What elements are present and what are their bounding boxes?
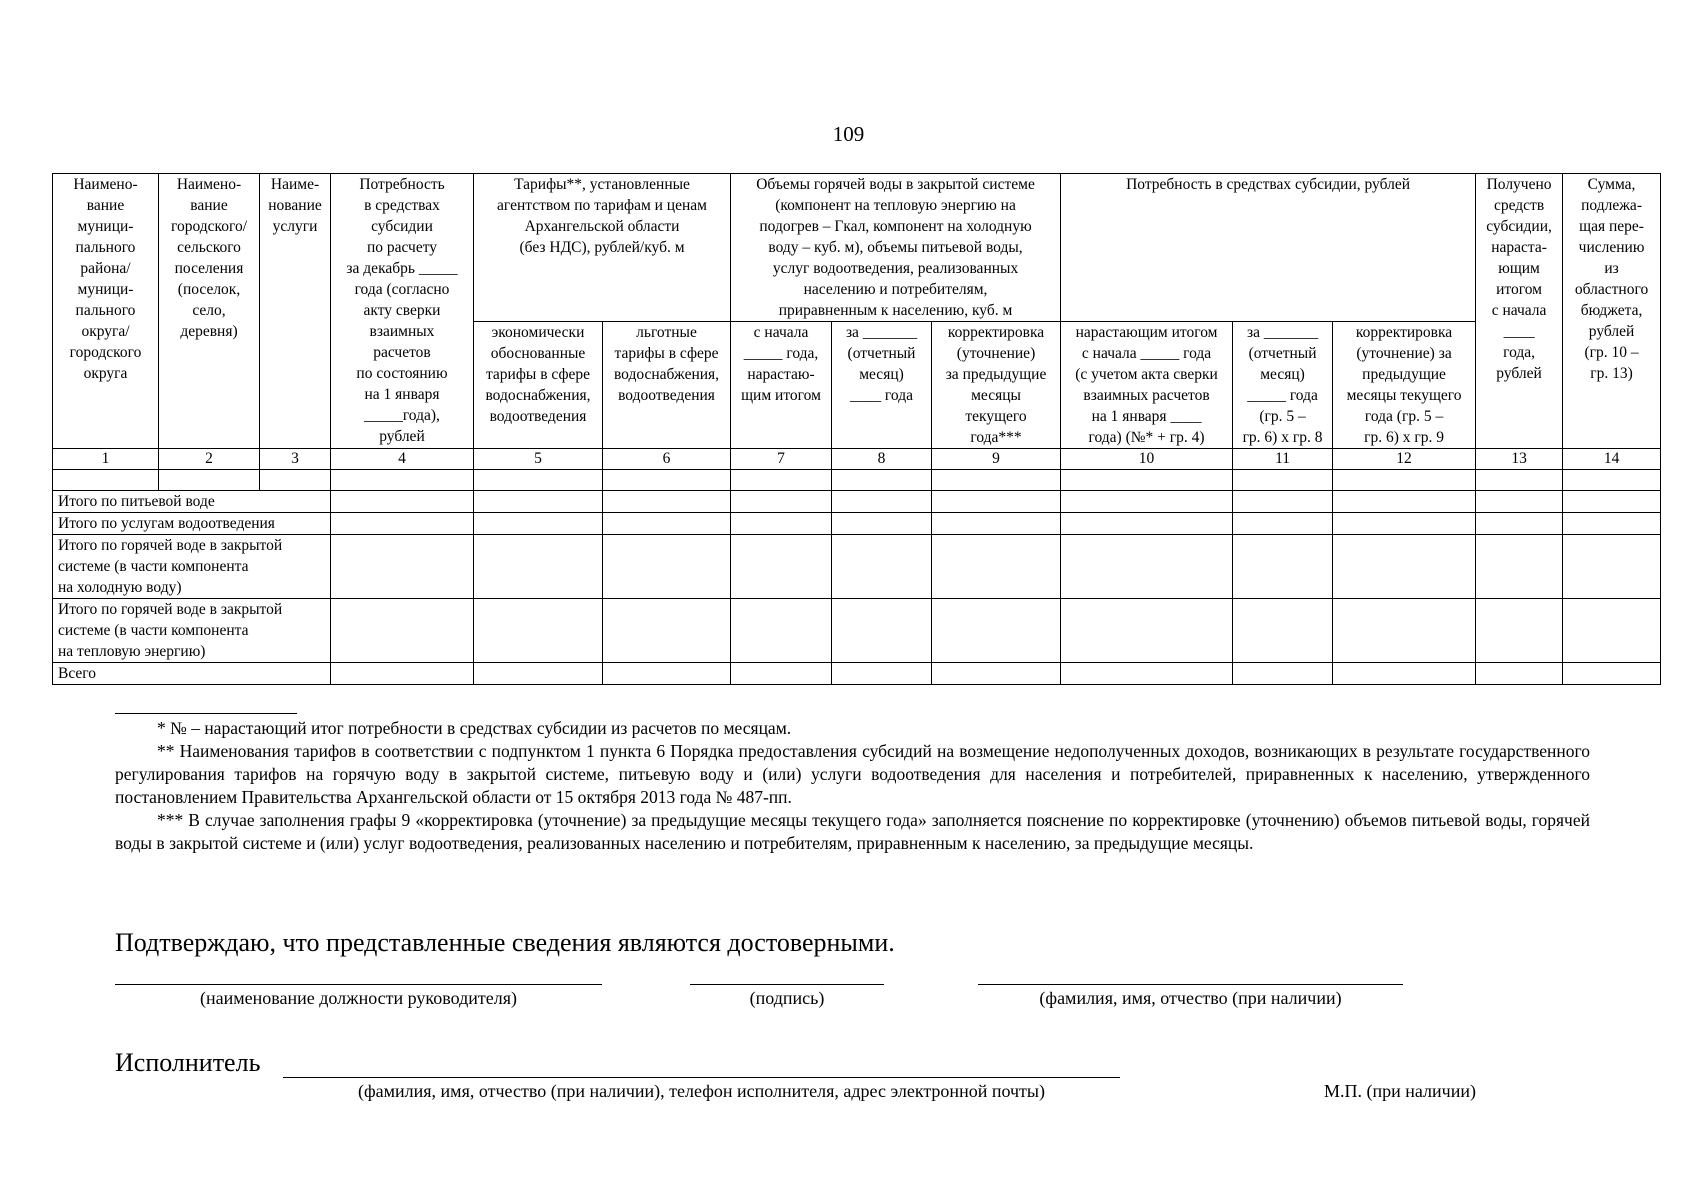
name-caption: (фамилия, имя, отчество (при наличии) [1039, 988, 1342, 1008]
column-number: 7 [731, 449, 832, 470]
column-number: 1 [53, 449, 159, 470]
position-caption: (наименование должности руководителя) [199, 988, 518, 1008]
executor-line [283, 1077, 1120, 1078]
signature-caption: (подпись) [749, 988, 825, 1008]
signature-line [690, 984, 884, 985]
header-volume-cumulative: с начала _____ года, нарастаю- щим итогом [731, 322, 832, 449]
data-cell [1563, 470, 1661, 491]
header-municipality: Наимено- вание муници- пального района/ муници- пального округа/ городского округа [53, 174, 159, 449]
column-number: 5 [474, 449, 603, 470]
footnote-2: ** Наименования тарифов в соответствии с подпунктом 1 пункта 6 Порядка предоставления субсидий на возмещение недополученных доходов, возникающих в результате государственного регулирования тарифов на горячую воду в закрытой системе, питьевую воду и (или) услуги водоотведения для населения и потребителей, приравненных к населению, утвержденного постановлением Правительства Архангельской области от 15 октября 2013 года № 487-пп. [115, 741, 1590, 807]
total-row [53, 663, 1661, 685]
header-subsidy-cumulative: нарастающим итогом с начала _____ года (с учетом акта сверки взаимных расчетов на 1 января ____ года) (№* + гр. 4) [1061, 322, 1233, 449]
data-cell [1476, 470, 1563, 491]
total-row [53, 535, 1661, 599]
page-number: 109 [832, 122, 865, 146]
total-row [53, 491, 1661, 513]
confirmation-statement: Подтверждаю, что представленные сведения являются достоверными. [115, 928, 895, 957]
column-number: 9 [932, 449, 1061, 470]
data-cell [731, 470, 832, 491]
header-preferential-tariffs: льготные тарифы в сфере водоснабжения, водоотведения [603, 322, 731, 449]
name-signature-line [978, 984, 1403, 985]
total-row [53, 513, 1661, 535]
data-cell [53, 470, 159, 491]
header-december-need: Потребность в средствах субсидии по расчету за декабрь _____ года (согласно акту сверки взаимных расчетов по состоянию на 1 января _____года), рублей [331, 174, 474, 449]
column-number: 2 [159, 449, 260, 470]
header-service: Наиме- нование услуги [260, 174, 331, 449]
total-hot-water-cold-label: Итого по горячей воде в закрытой системе (в части компонента на холодную воду) [53, 535, 331, 599]
column-number: 12 [1333, 449, 1476, 470]
data-cell [832, 470, 932, 491]
data-cell [331, 470, 474, 491]
data-cell [1061, 470, 1233, 491]
header-subsidy-correction: корректировка (уточнение) за предыдущие месяцы текущего года (гр. 5 – гр. 6) х гр. 9 [1333, 322, 1476, 449]
total-row [53, 599, 1661, 663]
header-row-groups [53, 174, 1661, 322]
header-amount-to-transfer: Сумма, подлежа- щая пере- числению из областного бюджета, рублей (гр. 10 – гр. 13) [1563, 174, 1661, 449]
column-number: 13 [1476, 449, 1563, 470]
empty-data-row [53, 470, 1661, 491]
header-group-tariffs: Тарифы**, установленные агентством по тарифам и ценам Архангельской области (без НДС), рублей/куб. м [474, 174, 731, 322]
stamp-caption: М.П. (при наличии) [1324, 1081, 1476, 1101]
total-wastewater-label: Итого по услугам водоотведения [53, 513, 331, 535]
footnote-3: *** В случае заполнения графы 9 «корректировка (уточнение) за предыдущие месяцы текущего года» заполняется пояснение по корректировке (уточнению) объемов питьевой воды, горячей воды в закрытой системе и (или) услуг водоотведения, реализованных населению и потребителям, приравненным к населению, за предыдущие месяцы. [115, 810, 1590, 853]
data-cell [932, 470, 1061, 491]
executor-caption: (фамилия, имя, отчество (при наличии), телефон исполнителя, адрес электронной почты) [357, 1081, 1046, 1101]
header-group-subsidy: Потребность в средствах субсидии, рублей [1061, 174, 1476, 322]
footnote-separator [115, 713, 297, 714]
column-number-row [53, 449, 1661, 470]
column-number: 4 [331, 449, 474, 470]
column-number: 3 [260, 449, 331, 470]
header-received: Получено средств субсидии, нараста- ющим итогом с начала ____ года, рублей [1476, 174, 1563, 449]
data-cell [474, 470, 603, 491]
total-hot-water-heat-label: Итого по горячей воде в закрытой системе (в части компонента на тепловую энергию) [53, 599, 331, 663]
data-cell [1233, 470, 1333, 491]
header-group-volumes: Объемы горячей воды в закрытой системе (компонент на тепловую энергию на подогрев – Гкал, компонент на холодную воду – куб. м), объемы питьевой воды, услуг водоотведения, реализованных населению и потребителям, приравненным к населению, куб. м [731, 174, 1061, 322]
column-number: 6 [603, 449, 731, 470]
grand-total-label: Всего [53, 663, 331, 685]
header-subsidy-month: за _______ (отчетный месяц) _____ года (гр. 5 – гр. 6) х гр. 8 [1233, 322, 1333, 449]
footnote-1: * № – нарастающий итог потребности в средствах субсидии из расчетов по месяцам. [157, 718, 792, 738]
position-signature-line [115, 984, 602, 985]
executor-label: Исполнитель [115, 1048, 261, 1077]
total-drinking-water-label: Итого по питьевой воде [53, 491, 331, 513]
column-number: 11 [1233, 449, 1333, 470]
header-settlement: Наимено- вание городского/ сельского поселения (поселок, село, деревня) [159, 174, 260, 449]
header-volume-correction: корректировка (уточнение) за предыдущие месяцы текущего года*** [932, 322, 1061, 449]
footnotes [115, 717, 1590, 855]
header-volume-month: за _______ (отчетный месяц) ____ года [832, 322, 932, 449]
data-cell [260, 470, 331, 491]
data-cell [603, 470, 731, 491]
data-cell [1333, 470, 1476, 491]
subsidy-table [52, 173, 1661, 685]
column-number: 8 [832, 449, 932, 470]
data-cell [159, 470, 260, 491]
header-economic-tariffs: экономически обоснованные тарифы в сфере водоснабжения, водоотведения [474, 322, 603, 449]
column-number: 14 [1563, 449, 1661, 470]
column-number: 10 [1061, 449, 1233, 470]
